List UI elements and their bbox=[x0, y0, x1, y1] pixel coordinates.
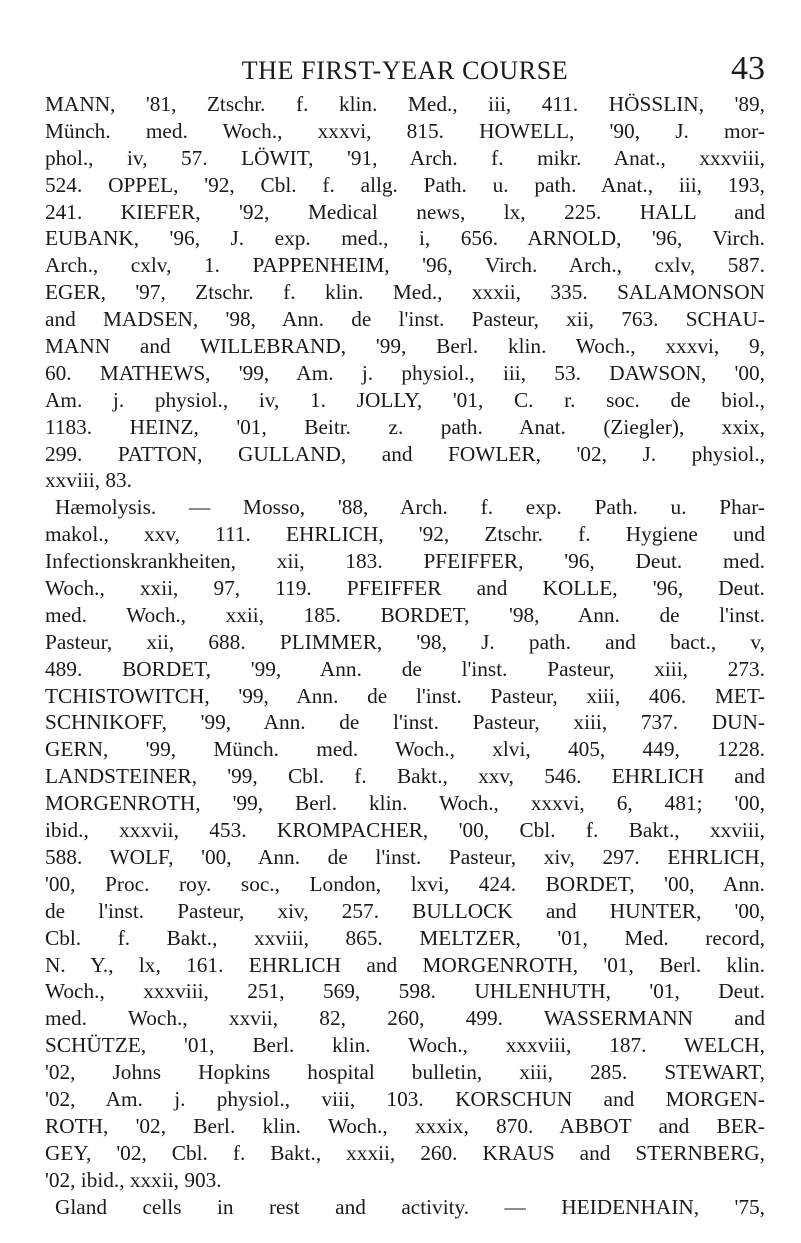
text-line: 489. BORDET, '99, Ann. de l'inst. Pasteur, xiii, 273. bbox=[45, 656, 765, 681]
text-line: EUBANK, '96, J. exp. med., i, 656. ARNOLD, '96, Virch. bbox=[45, 226, 765, 251]
section-heading-line: Gland cells in rest and activity. — HEIDENHAIN, '75, bbox=[55, 1194, 765, 1219]
text-line: and MADSEN, '98, Ann. de l'inst. Pasteur, xii, 763. SCHAU- bbox=[45, 307, 765, 332]
text-line: Arch., cxlv, 1. PAPPENHEIM, '96, Virch. Arch., cxlv, 587. bbox=[45, 253, 765, 278]
text-line: med. Woch., xxvii, 82, 260, 499. WASSERMANN and bbox=[45, 1006, 765, 1031]
bibliography-text bbox=[45, 91, 765, 1220]
text-line: MORGENROTH, '99, Berl. klin. Woch., xxxvi, 6, 481; '00, bbox=[45, 791, 765, 816]
text-line: ibid., xxxvii, 453. KROMPACHER, '00, Cbl. f. Bakt., xxviii, bbox=[45, 818, 765, 843]
text-line: med. Woch., xxii, 185. BORDET, '98, Ann. de l'inst. bbox=[45, 602, 765, 627]
text-line: 1183. HEINZ, '01, Beitr. z. path. Anat. (Ziegler), xxix, bbox=[45, 414, 765, 439]
text-line: 588. WOLF, '00, Ann. de l'inst. Pasteur, xiv, 297. EHRLICH, bbox=[45, 844, 765, 869]
text-line: EGER, '97, Ztschr. f. klin. Med., xxxii, 335. SALAMONSON bbox=[45, 280, 765, 305]
text-line: '02, Johns Hopkins hospital bulletin, xiii, 285. STEWART, bbox=[45, 1060, 765, 1085]
text-line: ROTH, '02, Berl. klin. Woch., xxxix, 870. ABBOT and BER- bbox=[45, 1113, 765, 1138]
text-line: 241. KIEFER, '92, Medical news, lx, 225. HALL and bbox=[45, 199, 765, 224]
text-line: SCHNIKOFF, '99, Ann. de l'inst. Pasteur, xiii, 737. DUN- bbox=[45, 710, 765, 735]
text-line: xxviii, 83. bbox=[45, 468, 132, 493]
text-line: 60. MATHEWS, '99, Am. j. physiol., iii, 53. DAWSON, '00, bbox=[45, 360, 765, 385]
text-line: Pasteur, xii, 688. PLIMMER, '98, J. path. and bact., v, bbox=[45, 629, 765, 654]
text-line: '02, ibid., xxxii, 903. bbox=[45, 1167, 222, 1192]
section-heading-line: Hæmolysis. — Mosso, '88, Arch. f. exp. Path. u. Phar- bbox=[55, 495, 765, 520]
page-number: 43 bbox=[731, 50, 765, 87]
text-line: Münch. med. Woch., xxxvi, 815. HOWELL, '90, J. mor- bbox=[45, 118, 765, 143]
text-line: '02, Am. j. physiol., viii, 103. KORSCHUN and MORGEN- bbox=[45, 1086, 765, 1111]
text-line: Infectionskrankheiten, xii, 183. PFEIFFER, '96, Deut. med. bbox=[45, 549, 765, 574]
text-line: '00, Proc. roy. soc., London, lxvi, 424. BORDET, '00, Ann. bbox=[45, 871, 765, 896]
text-line: 299. PATTON, GULLAND, and FOWLER, '02, J. physiol., bbox=[45, 441, 765, 466]
text-line: GERN, '99, Münch. med. Woch., xlvi, 405, 449, 1228. bbox=[45, 737, 765, 762]
text-line: Woch., xxxviii, 251, 569, 598. UHLENHUTH, '01, Deut. bbox=[45, 979, 765, 1004]
text-line: MANN and WILLEBRAND, '99, Berl. klin. Woch., xxxvi, 9, bbox=[45, 334, 765, 359]
text-line: LANDSTEINER, '99, Cbl. f. Bakt., xxv, 546. EHRLICH and bbox=[45, 764, 765, 789]
text-line: 524. OPPEL, '92, Cbl. f. allg. Path. u. path. Anat., iii, 193, bbox=[45, 172, 765, 197]
running-head bbox=[45, 50, 765, 90]
text-line: Woch., xxii, 97, 119. PFEIFFER and KOLLE, '96, Deut. bbox=[45, 576, 765, 601]
text-line: GEY, '02, Cbl. f. Bakt., xxxii, 260. KRAUS and STERNBERG, bbox=[45, 1140, 765, 1165]
text-line: SCHÜTZE, '01, Berl. klin. Woch., xxxviii, 187. WELCH, bbox=[45, 1033, 765, 1058]
running-title: THE FIRST-YEAR COURSE bbox=[241, 56, 569, 85]
text-line: N. Y., lx, 161. EHRLICH and MORGENROTH, '01, Berl. klin. bbox=[45, 952, 765, 977]
text-line: phol., iv, 57. LÖWIT, '91, Arch. f. mikr. Anat., xxxviii, bbox=[45, 145, 765, 170]
text-line: Cbl. f. Bakt., xxviii, 865. MELTZER, '01, Med. record, bbox=[45, 925, 765, 950]
text-line: MANN, '81, Ztschr. f. klin. Med., iii, 411. HÖSSLIN, '89, bbox=[45, 92, 765, 116]
text-line: TCHISTOWITCH, '99, Ann. de l'inst. Pasteur, xiii, 406. MET- bbox=[45, 683, 765, 708]
text-line: Am. j. physiol., iv, 1. JOLLY, '01, C. r. soc. de biol., bbox=[45, 387, 765, 412]
text-line: makol., xxv, 111. EHRLICH, '92, Ztschr. f. Hygiene und bbox=[45, 522, 765, 547]
text-line: de l'inst. Pasteur, xiv, 257. BULLOCK and HUNTER, '00, bbox=[45, 898, 765, 923]
